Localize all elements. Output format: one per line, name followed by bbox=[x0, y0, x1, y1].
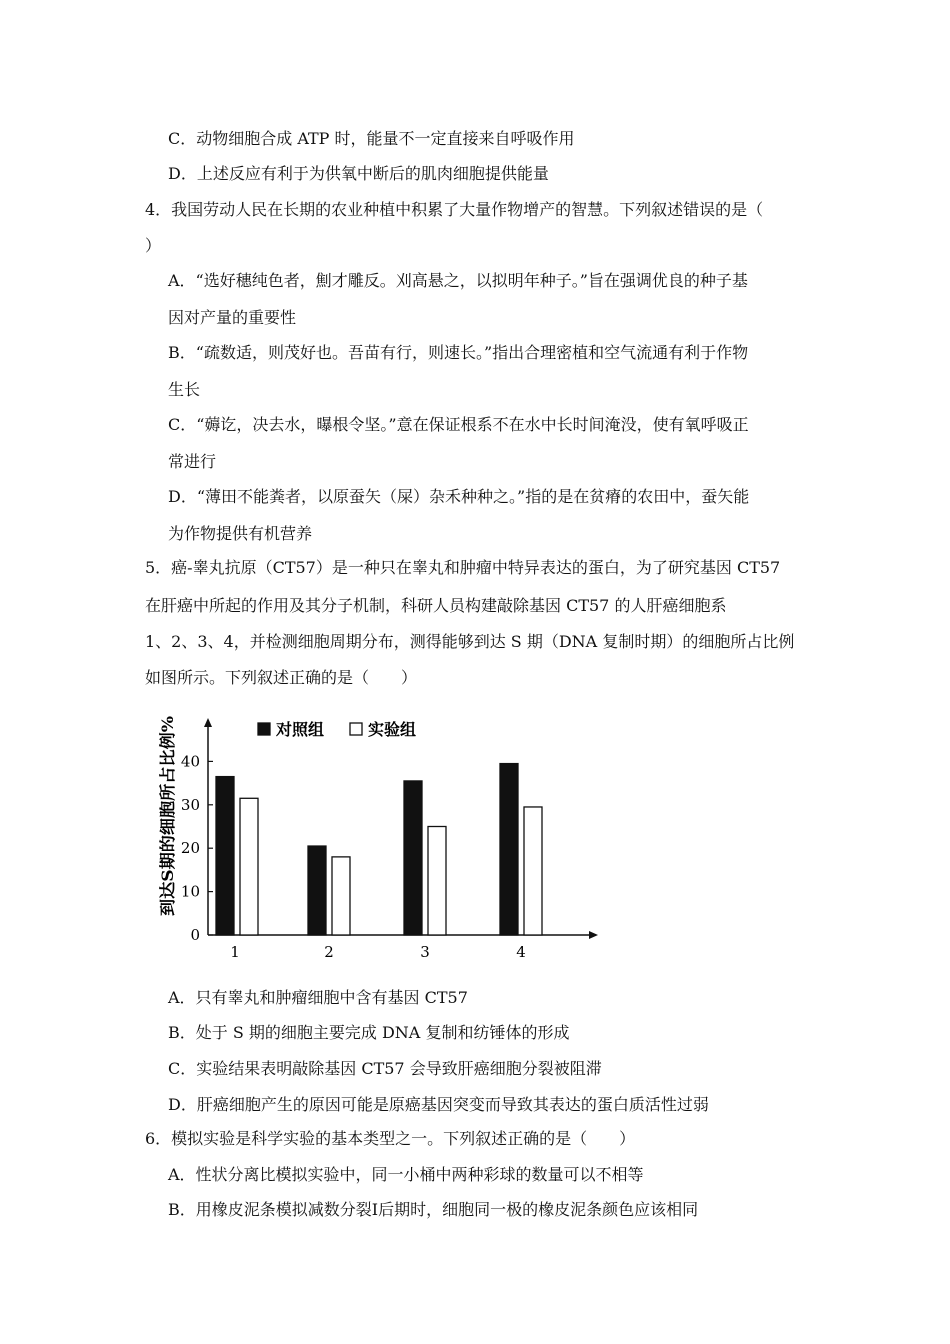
bar-experiment-1 bbox=[240, 798, 258, 935]
y-axis-arrow bbox=[204, 718, 212, 727]
q5-stem-3: 1、2、3、4，并检测细胞周期分布，测得能够到达 S 期（DNA 复制时期）的细胞所占比例 bbox=[145, 632, 795, 651]
q4-option-c: C．“薅讫，决去水，曝根令坚。”意在保证根系不在水中长时间淹没，使有氧呼吸正 bbox=[168, 415, 749, 434]
bar-control-3 bbox=[404, 781, 422, 935]
q4-stem: 4．我国劳动人民在长期的农业种植中积累了大量作物增产的智慧。下列叙述错误的是（ bbox=[145, 200, 764, 219]
q4-option-b: B．“疏数适，则茂好也。吾苗有行，则速长。”指出合理密植和空气流通有利于作物 bbox=[168, 343, 749, 362]
bar-control-1 bbox=[216, 777, 234, 935]
legend-control-label: 对照组 bbox=[276, 720, 325, 739]
q3-option-c: C．动物细胞合成 ATP 时，能量不一定直接来自呼吸作用 bbox=[168, 129, 575, 148]
q4-stem-end: ） bbox=[145, 236, 162, 255]
legend-experiment-label: 实验组 bbox=[368, 720, 417, 739]
y-tick-label: 20 bbox=[180, 839, 200, 858]
q5-option-b: B．处于 S 期的细胞主要完成 DNA 复制和纺锤体的形成 bbox=[168, 1023, 570, 1042]
chart-bars bbox=[216, 764, 542, 935]
bar-experiment-2 bbox=[332, 857, 350, 935]
q4-option-c-cont: 常进行 bbox=[168, 452, 217, 471]
q6-option-a: A．性状分离比模拟实验中，同一小桶中两种彩球的数量可以不相等 bbox=[168, 1165, 644, 1184]
x-tick-label: 4 bbox=[516, 943, 526, 961]
x-axis-labels bbox=[230, 943, 526, 961]
q5-stem-2: 在肝癌中所起的作用及其分子机制，科研人员构建敲除基因 CT57 的人肝癌细胞系 bbox=[145, 596, 727, 615]
x-tick-label: 3 bbox=[420, 943, 430, 961]
q5-stem-4: 如图所示。下列叙述正确的是（ ） bbox=[145, 668, 418, 687]
q5-option-a: A．只有睾丸和肿瘤细胞中含有基因 CT57 bbox=[168, 988, 468, 1007]
y-tick-label: 0 bbox=[190, 926, 200, 944]
q6-stem: 6．模拟实验是科学实验的基本类型之一。下列叙述正确的是（ ） bbox=[145, 1129, 636, 1148]
bar-experiment-3 bbox=[428, 827, 446, 936]
bar-experiment-4 bbox=[524, 807, 542, 935]
q5-option-c: C．实验结果表明敲除基因 CT57 会导致肝癌细胞分裂被阻滞 bbox=[168, 1059, 602, 1078]
legend-experiment-swatch bbox=[350, 723, 362, 735]
legend-control-swatch bbox=[258, 723, 270, 735]
q5-stem-1: 5．癌-睾丸抗原（CT57）是一种只在睾丸和肿瘤中特异表达的蛋白，为了研究基因 CT57 bbox=[145, 558, 781, 577]
chart-legend bbox=[258, 720, 416, 739]
q4-option-a: A．“选好穗纯色者，劁才雕反。刈高悬之，以拟明年种子。”旨在强调优良的种子基 bbox=[168, 271, 748, 290]
q6-option-b: B．用橡皮泥条模拟减数分裂Ⅰ后期时，细胞同一极的橡皮泥条颜色应该相同 bbox=[168, 1200, 699, 1219]
bar-control-4 bbox=[500, 764, 518, 935]
q3-option-d: D．上述反应有利于为供氧中断后的肌肉细胞提供能量 bbox=[168, 164, 549, 183]
q5-option-d: D．肝癌细胞产生的原因可能是原癌基因突变而导致其表达的蛋白质活性过弱 bbox=[168, 1095, 709, 1114]
q4-option-b-cont: 生长 bbox=[168, 380, 201, 399]
q4-option-a-cont: 因对产量的重要性 bbox=[168, 308, 297, 327]
bar-control-2 bbox=[308, 846, 326, 935]
y-tick-label: 30 bbox=[180, 795, 200, 814]
x-tick-label: 1 bbox=[230, 943, 240, 961]
y-axis-label: 到达S期的细胞所占比例% bbox=[158, 729, 177, 916]
q4-option-d-cont: 为作物提供有机营养 bbox=[168, 524, 313, 543]
x-axis-arrow bbox=[589, 931, 598, 939]
q4-option-d: D．“薄田不能粪者，以原蚕矢（屎）杂禾种种之。”指的是在贫瘠的农田中，蚕矢能 bbox=[168, 487, 750, 506]
x-tick-label: 2 bbox=[324, 943, 334, 961]
y-tick-label: 40 bbox=[180, 752, 200, 771]
y-tick-label: 10 bbox=[180, 882, 200, 901]
s-phase-bar-chart bbox=[150, 708, 610, 968]
